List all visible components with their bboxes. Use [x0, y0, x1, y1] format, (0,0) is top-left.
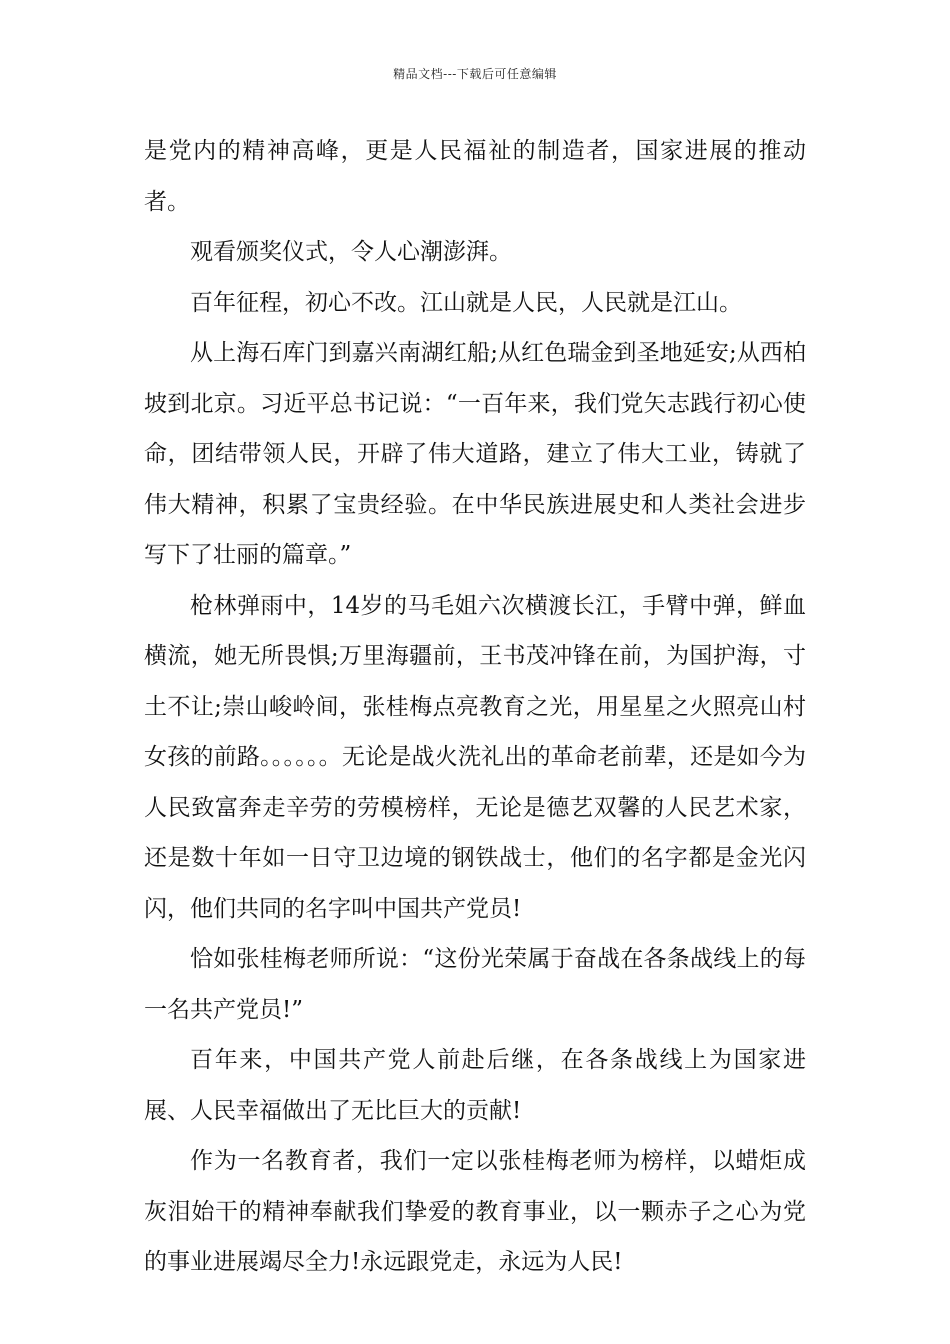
paragraph: 枪林弹雨中，14岁的马毛姐六次横渡长江，手臂中弹，鲜血横流，她无所畏惧;万里海疆前，王书茂冲锋在前，为国护海，寸土不让;崇山峻岭间，张桂梅点亮教育之光，用星星之火照亮山村女孩的前路。。。。。。无论是战火洗礼出的革命老前辈，还是如今为人民致富奔走辛劳的劳模榜样，无论是德艺双馨的人民艺术家，还是数十年如一日守卫边境的钢铁战士，他们的名字都是金光闪闪，他们共同的名字叫中国共产党员!: [144, 592, 806, 922]
paragraph: 百年来，中国共产党人前赴后继，在各条战线上为国家进展、人民幸福做出了无比巨大的贡献!: [144, 1047, 806, 1124]
paragraph: 从上海石库门到嘉兴南湖红船;从红色瑞金到圣地延安;从西柏坡到北京。习近平总书记说：“一百年来，我们党矢志践行初心使命，团结带领人民，开辟了伟大道路，建立了伟大工业，铸就了伟大精神，积累了宝贵经验。在中华民族进展史和人类社会进步写下了壮丽的篇章。”: [144, 340, 806, 568]
paragraph: 观看颁奖仪式，令人心潮澎湃。: [190, 239, 512, 265]
page-header: 精品文档---下载后可任意编辑: [393, 67, 557, 81]
paragraph-continued: 是党内的精神高峰，更是人民福祉的制造者，国家进展的推动者。: [144, 138, 806, 215]
paragraph: 作为一名教育者，我们一定以张桂梅老师为榜样，以蜡炬成灰泪始干的精神奉献我们挚爱的教育事业，以一颗赤子之心为党的事业进展竭尽全力!永远跟党走，永远为人民!: [144, 1148, 806, 1275]
body-text: [144, 126, 806, 1288]
paragraph: 百年征程，初心不改。江山就是人民，人民就是江山。: [190, 289, 742, 316]
paragraph: 恰如张桂梅老师所说：“这份光荣属于奋战在各条战线上的每一名共产党员!”: [144, 946, 806, 1023]
